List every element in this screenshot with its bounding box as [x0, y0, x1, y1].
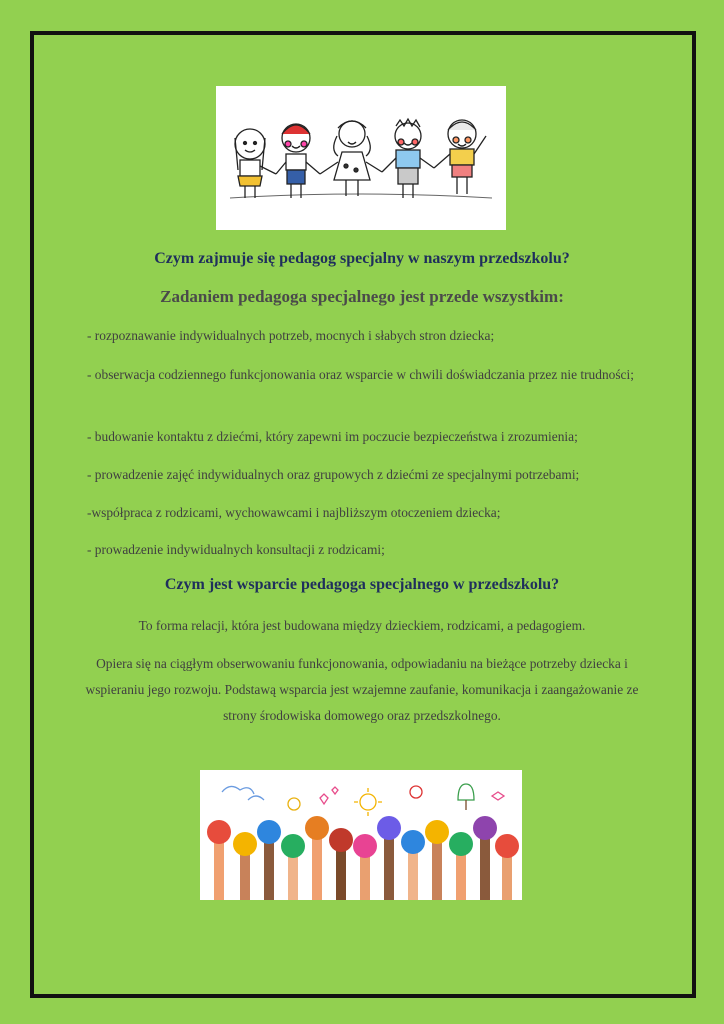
doodles	[222, 784, 504, 816]
raised-hands-illustration	[200, 770, 522, 900]
task-item-4: - prowadzenie zajęć indywidualnych oraz grupowych z dziećmi ze specjalnymi potrzebami;	[87, 467, 580, 482]
colorful-raised-hands-drawing-icon	[200, 770, 522, 900]
heading-tasks-intro: Zadaniem pedagoga specjalnego jest przede wszystkim:	[160, 287, 564, 306]
child-figure-2	[276, 124, 320, 198]
child-figure-3	[320, 121, 382, 196]
task-item-6: - prowadzenie indywidualnych konsultacji z rodzicami;	[87, 542, 385, 557]
child-figure-5	[434, 120, 486, 194]
task-item-2: - obserwacja codziennego funkcjonowania oraz wsparcie w chwili doświadczania przez nie trudności;	[87, 367, 634, 382]
raised-hands	[207, 816, 519, 900]
task-item-1: - rozpoznawanie indywidualnych potrzeb, mocnych i słabych stron dziecka;	[87, 328, 495, 343]
child-figure-1	[235, 129, 276, 198]
support-description-paragraph: Opiera się na ciągłym obserwowaniu funkcjonowania, odpowiadaniu na bieżące potrzeby dziecka i wspieraniu jego rozwoju. Podstawą wsparcia jest wzajemne zaufanie, komunikacja i zaangażowanie ze strony środowiska domowego oraz przedszkolnego.	[85, 656, 639, 723]
heading-role-of-special-educator: Czym zajmuje się pedagog specjalny w naszym przedszkolu?	[154, 250, 570, 267]
child-figure-4	[382, 119, 434, 198]
heading-support-in-preschool: Czym jest wsparcie pedagoga specjalnego w przedszkolu?	[164, 576, 560, 593]
task-item-3: - budowanie kontaktu z dziećmi, który zapewni im poczucie bezpieczeństwa i zrozumienia;	[87, 429, 578, 444]
children-holding-hands-drawing-icon	[216, 86, 506, 230]
task-item-5: -współpraca z rodzicami, wychowawcami i najbliższym otoczeniem dziecka;	[87, 505, 501, 520]
support-definition-paragraph: To forma relacji, która jest budowana między dzieckiem, rodzicami, a pedagogiem.	[138, 618, 586, 633]
children-holding-hands-illustration	[216, 86, 506, 230]
